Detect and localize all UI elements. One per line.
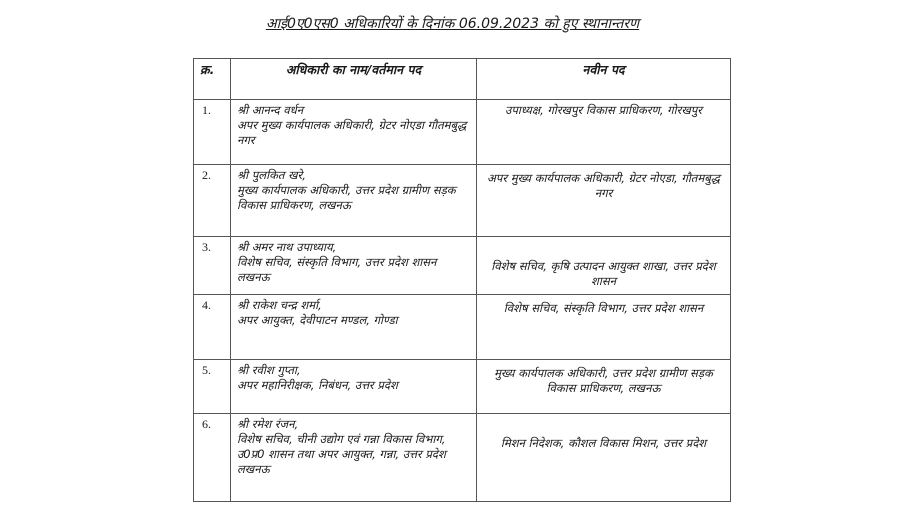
officer-cell xyxy=(231,237,477,295)
new-post: विशेष सचिव, संस्कृति विभाग, उत्तर प्रदेश शासन xyxy=(477,295,731,360)
serial-number: 1. xyxy=(194,100,231,165)
table-header-row xyxy=(194,59,731,100)
new-post: उपाध्यक्ष, गोरखपुर विकास प्राधिकरण, गोरखपुर xyxy=(477,100,731,165)
serial-number: 4. xyxy=(194,295,231,360)
officer-name: श्री पुलकित खरे, xyxy=(237,168,306,182)
transfer-table xyxy=(193,58,731,502)
serial-number: 5. xyxy=(194,360,231,414)
officer-name: श्री अमर नाथ उपाध्याय, xyxy=(237,240,337,254)
new-post: विशेष सचिव, कृषि उत्पादन आयुक्त शाखा, उत्तर प्रदेश शासन xyxy=(477,237,731,295)
new-post: अपर मुख्य कार्यपालक अधिकारी, ग्रेटर नोएडा, गौतमबुद्ध नगर xyxy=(477,165,731,237)
serial-number: 6. xyxy=(194,414,231,502)
officer-cell xyxy=(231,165,477,237)
serial-number: 3. xyxy=(194,237,231,295)
header-serial: क्र. xyxy=(194,59,231,100)
serial-number: 2. xyxy=(194,165,231,237)
officer-name: श्री रवीश गुप्ता, xyxy=(237,363,301,377)
table-row xyxy=(194,360,731,414)
table-row xyxy=(194,100,731,165)
current-post: विशेष सचिव, चीनी उद्योग एवं गन्ना विकास विभाग, उ0प्र0 शासन तथा अपर आयुक्त, गन्ना, उत्तर प्रदेश लखनऊ xyxy=(237,432,446,476)
header-new-post: नवीन पद xyxy=(477,59,731,100)
current-post: विशेष सचिव, संस्कृति विभाग, उत्तर प्रदेश शासन लखनऊ xyxy=(237,255,437,284)
officer-cell xyxy=(231,100,477,165)
current-post: मुख्य कार्यपालक अधिकारी, उत्तर प्रदेश ग्रामीण सड़क विकास प्राधिकरण, लखनऊ xyxy=(237,183,456,212)
table-row xyxy=(194,295,731,360)
officer-cell xyxy=(231,295,477,360)
current-post: अपर आयुक्त, देवीपाटन मण्डल, गोण्डा xyxy=(237,313,398,327)
officer-name: श्री राकेश चन्द्र शर्मा, xyxy=(237,298,322,312)
current-post: अपर महानिरीक्षक, निबंधन, उत्तर प्रदेश xyxy=(237,378,398,392)
current-post: अपर मुख्य कार्यपालक अधिकारी, ग्रेटर नोएडा गौतमबुद्ध नगर xyxy=(237,118,467,147)
table-row xyxy=(194,165,731,237)
table-row xyxy=(194,237,731,295)
officer-cell xyxy=(231,360,477,414)
officer-name: श्री रमेश रंजन, xyxy=(237,417,299,431)
table-row xyxy=(194,414,731,502)
header-officer-current-post: अधिकारी का नाम/वर्तमान पद xyxy=(231,59,477,100)
new-post: मिशन निदेशक, कौशल विकास मिशन, उत्तर प्रदेश xyxy=(477,414,731,502)
officer-cell xyxy=(231,414,477,502)
new-post: मुख्य कार्यपालक अधिकारी, उत्तर प्रदेश ग्रामीण सड़क विकास प्राधिकरण, लखनऊ xyxy=(477,360,731,414)
officer-name: श्री आनन्द वर्धन xyxy=(237,103,304,117)
document-title: आई0ए0एस0 अधिकारियों के दिनांक 06.09.2023 को हुए स्थानान्तरण xyxy=(265,16,640,32)
